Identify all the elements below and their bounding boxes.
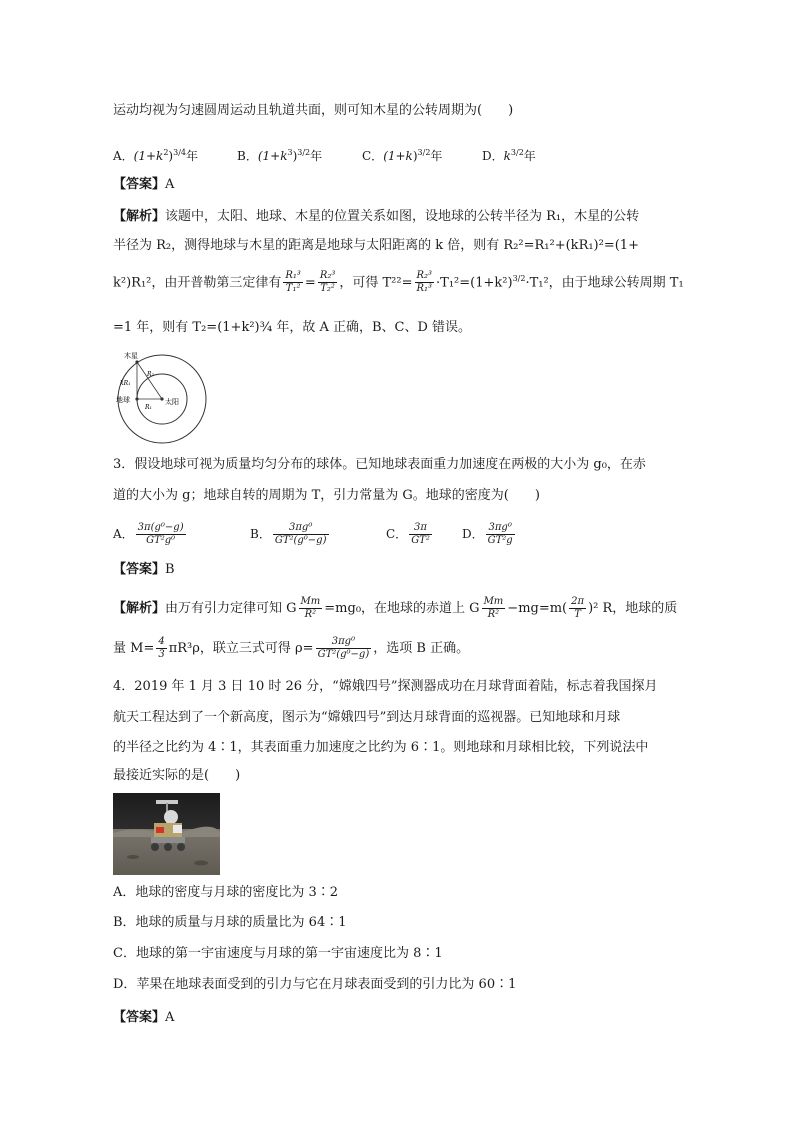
q4-stem-line-3: 的半径之比约为 4∶1，其表面重力加速度之比约为 6∶1。则地球和月球相比较，下列说法中 <box>113 740 649 755</box>
q3-answer <box>113 560 175 580</box>
crater <box>127 855 139 859</box>
frac-num: R₁³ <box>285 270 301 282</box>
q2-analysis-line-2: 半径为 R₂，测得地球与木星的距离是地球与太阳距离的 k 倍，则有 R₂²=R₁²+(kR₁)²=(1+ <box>113 238 639 253</box>
q2-option-b <box>237 143 322 166</box>
r1-label: R₁ <box>145 404 152 411</box>
analysis-tag: 【解析】 <box>113 209 166 224</box>
r2-label: R₂ <box>147 371 154 378</box>
q2-analysis-line-3: k²)R₁²，由开普勒第三定律有 $\frac{\text{R₁³}}{\text{T₁²}}$ = $\frac{\text{R₂³}}{\text{T₂²}}$ ，可得 T²²= $\frac{\text{R₂³}}{\text{R₁³}}$ $\cdot T_1^2=(1+k^2)^{3/2}\cdot T_1^2$，由于地球公转周期 T₁ <box>113 270 684 295</box>
q2-answer <box>113 175 174 195</box>
option-label: A． <box>113 149 134 163</box>
sun-label: 太阳 <box>165 398 179 406</box>
gravity-fraction-1 <box>299 596 323 621</box>
q3-option-a <box>113 522 188 547</box>
q2-stem-tail: 运动均视为匀速圆周运动且轨道共面，则可知木星的公转周期为( ) <box>113 103 514 118</box>
answer-value: B <box>165 562 175 577</box>
frac-den: 3 <box>158 649 165 660</box>
frac-num: 3πg⁰ <box>273 522 329 535</box>
frac-den: GT²g <box>487 535 513 546</box>
option-fraction <box>136 522 186 547</box>
option-fraction <box>409 522 432 547</box>
frac-den: T <box>574 609 581 620</box>
option-pow: 3/2 <box>297 148 311 157</box>
analysis-tag: 【解析】 <box>113 601 166 616</box>
q2-option-d <box>482 143 536 166</box>
rover-wheel <box>151 843 159 851</box>
analysis-text: ，选项 B 正确。 <box>373 641 470 656</box>
frac-num: 2π <box>571 596 585 607</box>
option-unit: 年 <box>185 149 198 163</box>
q3-option-d <box>462 522 517 547</box>
option-close: ) <box>412 149 418 163</box>
jupiter-dot <box>135 360 138 363</box>
option-exp: 3 <box>287 148 293 157</box>
q3-option-b <box>250 522 331 547</box>
option-pow: 3/2 <box>417 148 431 157</box>
frac-num: R₂³ <box>416 270 433 282</box>
answer-value: A <box>165 1010 175 1025</box>
q3-stem-line-1: 3．假设地球可视为质量均匀分布的球体。已知地球表面重力加速度在两极的大小为 g₀，在赤 <box>113 457 646 472</box>
analysis-text: 由万有引力定律可知 G <box>165 601 297 616</box>
frac-den: T₁² <box>285 283 301 295</box>
earth-label: 地球 <box>116 396 130 404</box>
jupiter-label: 木星 <box>124 352 138 360</box>
lunar-rover-photo <box>113 793 220 875</box>
frac-num: 3π(g⁰−g) <box>137 522 184 533</box>
q3-analysis-line-2 <box>113 636 469 661</box>
frac-den: GT²(g⁰−g) <box>317 649 370 660</box>
rover-antenna <box>164 810 178 824</box>
earth-dot <box>135 397 138 400</box>
q4-option-b: B．地球的质量与月球的质量比为 64∶1 <box>113 915 347 930</box>
frac-den: R₁³ <box>416 283 433 295</box>
rover-wheel <box>164 843 172 851</box>
q4-stem-line-1: 4．2019 年 1 月 3 日 10 时 26 分，“嫦娥四号”探测器成功在月球背面着陆，标志着我国探月 <box>113 679 658 694</box>
option-label: C． <box>386 527 408 541</box>
kepler-fraction-1 <box>283 270 303 295</box>
option-label: B． <box>237 149 258 163</box>
rover-panel <box>173 825 182 833</box>
answer-tag: 【答案】 <box>113 1010 166 1025</box>
q2-option-a <box>113 143 198 166</box>
rover-flag-panel <box>156 827 164 833</box>
option-fraction <box>486 522 515 547</box>
analysis-text: ·T₁²=(1+k²) <box>436 275 513 291</box>
sun-dot <box>160 397 163 400</box>
orbit-diagram <box>112 349 212 444</box>
answer-tag: 【答案】 <box>113 177 166 192</box>
frac-num: Mm <box>300 596 321 607</box>
analysis-text: ，可得 T²²= <box>339 275 413 291</box>
analysis-text: ·T₁²，由于地球公转周期 T₁ <box>525 275 684 291</box>
analysis-text: −mg=m( <box>507 601 568 616</box>
q2-analysis-line-4: =1 年，则有 T₂=(1+k²)¾ 年，故 A 正确，B、C、D 错误。 <box>113 320 472 335</box>
frac-num: 3πg⁰ <box>316 636 372 649</box>
q4-answer <box>113 1008 174 1028</box>
option-close: ) <box>168 149 174 163</box>
option-fraction <box>273 522 329 547</box>
option-label: B． <box>250 527 271 541</box>
frac-num: 4 <box>158 636 165 647</box>
kepler-fraction-2 <box>318 270 338 295</box>
option-pow: 3/4 <box>173 148 186 157</box>
frac-den: GT²(g⁰−g) <box>274 535 327 546</box>
q2-option-c <box>362 143 442 166</box>
q4-option-c: C．地球的第一宇宙速度与月球的第一宇宙速度比为 8∶1 <box>113 946 443 961</box>
q2-analysis-line-1 <box>113 207 639 227</box>
q3-option-c <box>386 522 434 547</box>
option-base: (1+k <box>257 149 288 163</box>
answer-tag: 【答案】 <box>113 562 166 577</box>
frac-num: R₂³ <box>319 270 336 282</box>
q4-stem-line-4: 最接近实际的是( ) <box>113 768 241 783</box>
option-pow: 3/2 <box>510 148 524 157</box>
frac-num: 3πg⁰ <box>486 522 515 535</box>
analysis-text: πR³ρ，联立三式可得 ρ= <box>168 641 314 656</box>
analysis-text: k²)R₁²，由开普勒第三定律有 <box>113 275 282 291</box>
analysis-text: 量 M= <box>113 641 155 656</box>
frac-den: R² <box>304 609 317 620</box>
r2-line <box>137 362 162 399</box>
option-label: A． <box>113 527 134 541</box>
frac-num: Mm <box>483 596 504 607</box>
option-unit: 年 <box>523 149 536 163</box>
option-label: D． <box>482 149 504 163</box>
option-label: C． <box>362 149 384 163</box>
mass-fraction <box>156 636 166 661</box>
option-base: (1+k <box>133 149 164 163</box>
analysis-text: 该题中，太阳、地球、木星的位置关系如图，设地球的公转半径为 R₁，木星的公转 <box>165 209 640 224</box>
period-fraction <box>569 596 586 621</box>
power-exp: 3/2 <box>512 274 526 283</box>
option-unit: 年 <box>430 149 443 163</box>
kepler-fraction-3 <box>415 270 435 295</box>
q4-option-a: A．地球的密度与月球的密度比为 3∶2 <box>113 885 339 900</box>
option-base: (1+k <box>383 149 413 163</box>
density-fraction <box>316 636 372 661</box>
q4-option-d: D．苹果在地球表面受到的引力与它在月球表面受到的引力比为 60∶1 <box>113 977 517 992</box>
crater <box>194 861 208 866</box>
frac-den: T₂² <box>320 283 335 295</box>
rover-chassis <box>151 837 185 843</box>
option-unit: 年 <box>310 149 323 163</box>
q4-stem-line-2: 航天工程达到了一个新高度，图示为“嫦娥四号”到达月球背面的巡视器。已知地球和月球 <box>113 710 621 725</box>
answer-value: A <box>165 177 175 192</box>
option-base: k <box>503 149 511 163</box>
gravity-fraction-2 <box>482 596 506 621</box>
frac-den: GT²g⁰ <box>146 535 176 546</box>
q3-analysis-line-1 <box>113 596 677 621</box>
frac-den: R² <box>487 609 500 620</box>
analysis-text: )² R，地球的质 <box>588 601 678 616</box>
kr1-label: kR₁ <box>120 380 131 387</box>
q3-stem-line-2: 道的大小为 g；地球自转的周期为 T，引力常量为 G。地球的密度为( ) <box>113 488 540 503</box>
option-label: D． <box>462 527 484 541</box>
option-close: ) <box>292 149 298 163</box>
frac-den: GT² <box>411 535 430 546</box>
rover-wheel <box>177 843 185 851</box>
option-exp: 2 <box>163 148 169 157</box>
analysis-text: =mg₀，在地球的赤道上 G <box>324 601 480 616</box>
frac-num: 3π <box>409 522 432 535</box>
